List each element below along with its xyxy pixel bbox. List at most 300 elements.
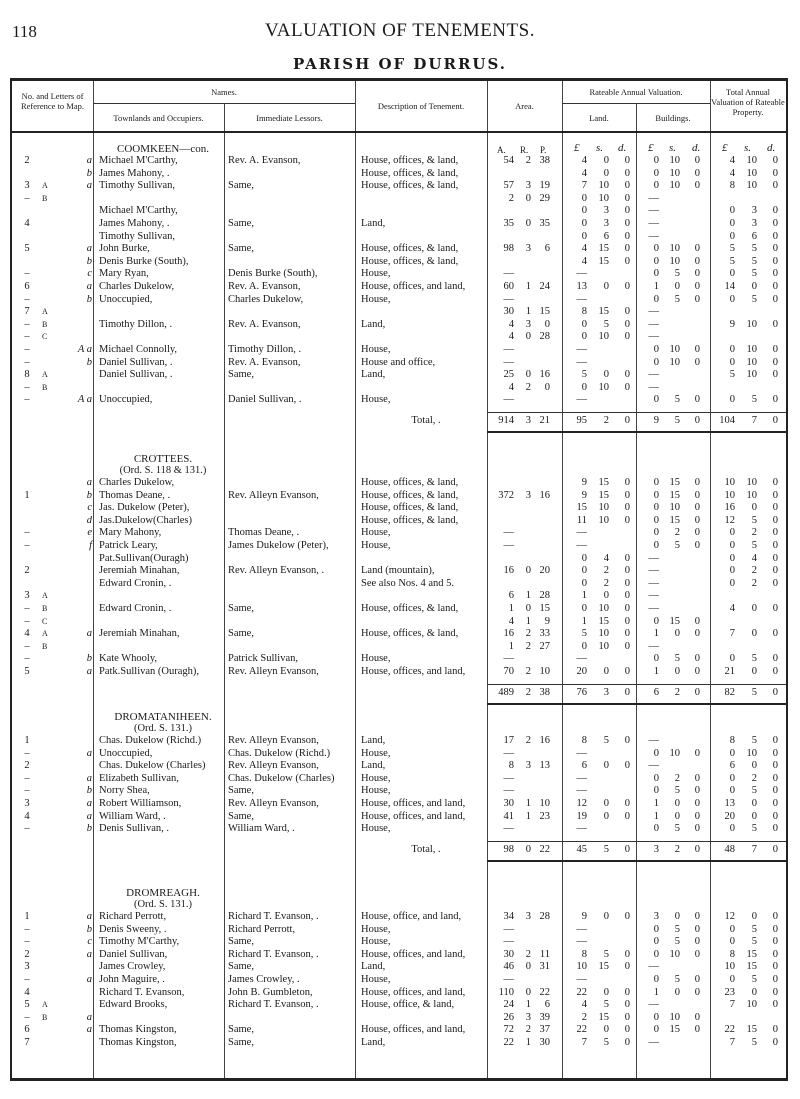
- running-title: VALUATION OF TENEMENTS.: [265, 20, 535, 41]
- table-row: [12, 987, 786, 999]
- valuation-table: [10, 78, 788, 1081]
- total-value: 10: [746, 167, 757, 179]
- table-row: [12, 155, 786, 167]
- land-value: 0: [624, 843, 630, 855]
- map-number: –: [24, 293, 30, 305]
- land-value: —: [576, 772, 587, 784]
- buildings-value: 5: [674, 293, 680, 305]
- map-letter: b: [86, 923, 92, 935]
- area-value: 3: [525, 415, 531, 426]
- tenement-description: House,: [361, 772, 391, 784]
- header-bottom-rule: [12, 131, 786, 133]
- area-value: 2: [525, 666, 531, 677]
- table-row: [12, 760, 786, 772]
- occupier-name: Timothy Sullivan,: [99, 230, 176, 242]
- map-number: 2: [24, 155, 30, 166]
- total-value: 4: [729, 155, 735, 166]
- tenement-description: Land,: [361, 961, 386, 973]
- buildings-value: —: [648, 565, 659, 577]
- map-number: –: [24, 527, 30, 539]
- buildings-value: 0: [653, 936, 659, 948]
- land-value: 9: [581, 477, 587, 488]
- map-number: 4: [24, 810, 30, 822]
- land-value: 7: [581, 1037, 587, 1048]
- map-letter: c: [87, 268, 92, 280]
- land-value: 0: [581, 318, 587, 330]
- area-value: 1: [525, 798, 531, 809]
- buildings-value: 0: [694, 911, 700, 922]
- buildings-value: 5: [674, 785, 680, 797]
- land-value: 4: [581, 255, 587, 267]
- map-number: 2: [24, 948, 30, 960]
- land-value: 0: [624, 180, 630, 192]
- table-row: [12, 974, 786, 986]
- buildings-value: 0: [694, 356, 700, 368]
- area-value: 30: [503, 306, 514, 318]
- total-value: 0: [772, 577, 778, 589]
- table-row: [12, 256, 786, 268]
- land-value: 15: [598, 255, 609, 267]
- header-area: Area.: [515, 101, 534, 111]
- buildings-value: 0: [694, 747, 700, 759]
- buildings-value: 0: [653, 180, 659, 192]
- total-value: 0: [772, 394, 778, 406]
- map-letter: a: [86, 180, 92, 192]
- occupier-name: Norry Shea,: [99, 785, 150, 797]
- map-letter: b: [86, 489, 92, 501]
- townland-name: CROTTEES.: [133, 453, 193, 465]
- buildings-value: 0: [674, 810, 680, 822]
- buildings-value: 0: [694, 666, 700, 677]
- land-value: —: [576, 653, 587, 665]
- land-value: 0: [624, 999, 630, 1011]
- land-value: 10: [598, 514, 609, 526]
- land-value: 1: [581, 590, 587, 602]
- occupier-name: Robert Williamson,: [99, 798, 182, 809]
- buildings-value: 10: [669, 1011, 680, 1023]
- table-row: [12, 798, 786, 810]
- land-value: 2: [581, 1011, 587, 1023]
- map-subletter: A: [42, 370, 48, 380]
- land-value: —: [576, 747, 587, 759]
- total-value: 0: [751, 603, 757, 614]
- total-value: 20: [724, 810, 735, 822]
- land-value: 1: [581, 615, 587, 627]
- buildings-value: —: [648, 205, 659, 217]
- land-value: 10: [598, 640, 609, 652]
- area-value: 22: [503, 1037, 514, 1048]
- land-value: 10: [598, 192, 609, 204]
- table-row: [12, 616, 786, 628]
- table-row: [12, 924, 786, 936]
- tenement-description: House, offices, & land,: [361, 603, 459, 614]
- map-letter: a: [86, 798, 92, 809]
- total-value: 7: [729, 628, 735, 640]
- header-rule: [562, 103, 710, 104]
- land-value: 0: [603, 911, 609, 922]
- buildings-value: —: [648, 331, 659, 343]
- total-value: 10: [746, 356, 757, 368]
- total-value: 82: [724, 686, 735, 698]
- lessor-name: Richard T. Evanson, .: [228, 948, 319, 960]
- unit-shillings: s.: [596, 142, 604, 154]
- page-number: 118: [12, 22, 37, 41]
- parish-title: PARISH OF DURRUS.: [292, 55, 508, 73]
- total-value: 0: [772, 798, 778, 809]
- area-value: 0: [525, 603, 531, 614]
- land-value: 15: [598, 615, 609, 627]
- buildings-value: 0: [653, 356, 659, 368]
- map-letter: b: [86, 356, 92, 368]
- land-value: 0: [581, 603, 587, 614]
- area-value: 57: [503, 180, 514, 192]
- tenement-description: House, offices, & land,: [361, 489, 459, 501]
- buildings-value: 0: [694, 489, 700, 501]
- map-letter: d: [86, 514, 92, 526]
- occupier-name: Thomas Deane, .: [99, 489, 171, 501]
- area-value: 489: [498, 686, 514, 698]
- land-value: 5: [603, 999, 609, 1011]
- area-value: —: [503, 974, 514, 985]
- header-land: Land.: [589, 113, 609, 123]
- area-value: 10: [539, 798, 550, 809]
- tenement-description: House,: [361, 394, 391, 406]
- lessor-name: Richard Perrott,: [228, 923, 296, 935]
- map-number: 1: [24, 911, 30, 922]
- land-value: 0: [603, 155, 609, 166]
- buildings-value: 0: [694, 843, 700, 855]
- lessor-name: Same,: [228, 180, 254, 192]
- area-value: 16: [539, 369, 550, 381]
- land-value: 15: [598, 961, 609, 973]
- total-value: 10: [746, 180, 757, 192]
- map-number: 8: [24, 369, 30, 381]
- land-value: 0: [624, 577, 630, 589]
- map-number: –: [24, 356, 30, 368]
- map-number: –: [24, 1011, 30, 1023]
- buildings-value: 0: [653, 615, 659, 627]
- land-value: 0: [624, 331, 630, 343]
- buildings-value: 10: [669, 243, 680, 255]
- map-number: 4: [24, 986, 30, 998]
- buildings-value: 0: [694, 293, 700, 305]
- land-value: 8: [581, 735, 587, 746]
- total-value: 0: [751, 986, 757, 998]
- total-value: 15: [746, 961, 757, 973]
- buildings-value: 0: [694, 785, 700, 797]
- land-value: 0: [624, 666, 630, 677]
- occupier-name: Elizabeth Sullivan,: [99, 772, 179, 784]
- area-value: 25: [503, 369, 514, 381]
- area-value: 98: [503, 243, 514, 255]
- map-letter: b: [86, 653, 92, 665]
- total-value: 3: [751, 205, 757, 217]
- map-letter: a: [86, 948, 92, 960]
- buildings-value: 0: [653, 243, 659, 255]
- total-value: 0: [772, 230, 778, 242]
- occupier-name: Jas.Dukelow(Charles): [99, 514, 193, 526]
- area-value: —: [503, 653, 514, 665]
- land-value: —: [576, 823, 587, 835]
- total-value: 0: [772, 986, 778, 998]
- buildings-value: 10: [669, 502, 680, 514]
- area-value: 4: [508, 318, 514, 330]
- total-value: 6: [729, 760, 735, 772]
- map-number: –: [24, 540, 30, 551]
- area-value: 17: [503, 735, 514, 746]
- area-value: 98: [503, 843, 514, 855]
- area-value: 21: [539, 415, 550, 426]
- tenement-description: House, offices, and land,: [361, 666, 466, 677]
- occupier-name: Patrick Leary,: [99, 540, 158, 551]
- land-value: 4: [581, 167, 587, 179]
- area-value: —: [503, 747, 514, 759]
- table-row: [12, 735, 786, 747]
- buildings-value: 6: [653, 686, 659, 698]
- total-value: 10: [724, 477, 735, 488]
- table-row: [12, 243, 786, 255]
- total-value: 10: [746, 318, 757, 330]
- land-value: 4: [581, 999, 587, 1011]
- ordnance-sheet: (Ord. S. 131.): [133, 723, 193, 734]
- map-letter: b: [86, 255, 92, 267]
- land-value: 3: [603, 205, 609, 217]
- area-value: 3: [525, 318, 531, 330]
- buildings-value: 2: [674, 527, 680, 539]
- lessor-name: Rev. Alleyn Evanson,: [228, 760, 319, 772]
- table-row: [12, 785, 786, 797]
- area-value: 60: [503, 281, 514, 292]
- land-value: 5: [603, 948, 609, 960]
- occupier-name: Timothy Dillon, .: [99, 318, 173, 330]
- lessor-name: Richard T. Evanson, .: [228, 911, 319, 922]
- area-value: 16: [503, 628, 514, 640]
- buildings-value: 0: [694, 167, 700, 179]
- land-value: 0: [624, 477, 630, 488]
- buildings-value: 1: [653, 281, 659, 292]
- lessor-name: Rev. Alleyn Evanson, .: [228, 565, 325, 577]
- buildings-value: 0: [674, 666, 680, 677]
- map-letter: a: [86, 243, 92, 255]
- header-total: Total Annual Valuation of Rateable Property.: [711, 87, 785, 117]
- total-value: 2: [751, 527, 757, 539]
- area-value: 0: [525, 565, 531, 577]
- map-number: –: [24, 192, 30, 204]
- land-value: 0: [624, 948, 630, 960]
- table-row: [12, 394, 786, 406]
- table-row: [12, 653, 786, 665]
- table-row: [12, 603, 786, 615]
- land-value: 0: [624, 415, 630, 426]
- land-value: 0: [624, 1037, 630, 1048]
- land-value: 0: [603, 798, 609, 809]
- map-subletter: A: [42, 1000, 48, 1010]
- buildings-value: 5: [674, 974, 680, 985]
- area-value: 6: [508, 590, 514, 602]
- total-value: 0: [772, 653, 778, 665]
- tenement-description: House,: [361, 923, 391, 935]
- area-value: 39: [539, 1011, 550, 1023]
- total-value: 0: [751, 281, 757, 292]
- tenement-description: House, offices, & land,: [361, 502, 459, 514]
- occupier-name: Chas. Dukelow (Richd.): [99, 735, 202, 746]
- total-double-rule: [487, 703, 786, 705]
- area-value: 28: [539, 331, 550, 343]
- buildings-value: 3: [653, 911, 659, 922]
- area-value: —: [503, 823, 514, 835]
- total-value: 0: [751, 666, 757, 677]
- buildings-value: 0: [653, 268, 659, 280]
- table-row: [12, 590, 786, 602]
- land-value: 0: [581, 640, 587, 652]
- table-row: [12, 218, 786, 230]
- buildings-value: 0: [653, 772, 659, 784]
- buildings-value: —: [648, 192, 659, 204]
- occupier-name: Edward Brooks,: [99, 999, 168, 1011]
- area-value: 26: [503, 1011, 514, 1023]
- occupier-name: Chas. Dukelow (Charles): [99, 760, 206, 772]
- land-value: 0: [624, 318, 630, 330]
- table-row: [12, 382, 786, 394]
- occupier-name: Mary Mahony,: [99, 527, 162, 539]
- townland-name: DROMATANIHEEN.: [114, 711, 212, 723]
- buildings-value: 0: [674, 986, 680, 998]
- land-value: 0: [624, 565, 630, 577]
- total-value: 15: [746, 948, 757, 960]
- tenement-description: Land,: [361, 318, 386, 330]
- total-value: 12: [724, 911, 735, 922]
- land-value: 5: [603, 318, 609, 330]
- total-value: 0: [772, 344, 778, 355]
- table-row: [12, 168, 786, 180]
- area-value: 10: [539, 666, 550, 677]
- buildings-value: 0: [653, 394, 659, 406]
- total-value: 0: [772, 514, 778, 526]
- land-value: —: [576, 268, 587, 280]
- total-value: 0: [729, 356, 735, 368]
- lessor-name: Patrick Sullivan,: [228, 653, 298, 665]
- buildings-value: 5: [674, 540, 680, 551]
- buildings-value: 2: [674, 843, 680, 855]
- table-row: [12, 628, 786, 640]
- ordnance-sheet: (Ord. S. 118 & 131.): [119, 465, 207, 476]
- tenement-description: House, office, & land,: [361, 999, 455, 1011]
- area-value: 372: [498, 489, 514, 501]
- area-value: 23: [539, 810, 550, 822]
- land-value: 0: [581, 552, 587, 564]
- map-letter: b: [86, 785, 92, 797]
- total-value: 5: [751, 540, 757, 551]
- land-value: 11: [576, 514, 587, 526]
- table-row: [12, 344, 786, 356]
- land-value: 0: [624, 218, 630, 229]
- buildings-value: 2: [674, 772, 680, 784]
- table-row: [12, 180, 786, 192]
- area-value: 2: [525, 628, 531, 640]
- area-value: 38: [539, 155, 550, 166]
- buildings-value: 0: [653, 255, 659, 267]
- area-value: 0: [544, 318, 550, 330]
- total-value: 0: [772, 356, 778, 368]
- buildings-value: 0: [653, 344, 659, 355]
- unit-shillings: s.: [669, 142, 677, 154]
- buildings-value: 0: [694, 1011, 700, 1023]
- occupier-name: Michael M'Carthy,: [99, 205, 178, 217]
- total-value: 16: [724, 502, 735, 514]
- total-value: 0: [772, 180, 778, 192]
- buildings-value: 0: [653, 293, 659, 305]
- total-value: 5: [751, 923, 757, 935]
- table-row: [12, 823, 786, 835]
- map-letter: A a: [77, 394, 92, 406]
- land-value: 0: [624, 590, 630, 602]
- total-value: 14: [724, 281, 735, 292]
- tenement-description: House, offices, & land,: [361, 167, 459, 179]
- tenement-description: House, offices, and land,: [361, 281, 466, 292]
- area-value: 72: [503, 1024, 514, 1036]
- buildings-value: 1: [653, 810, 659, 822]
- land-value: 5: [603, 735, 609, 746]
- total-value: 0: [772, 823, 778, 835]
- buildings-value: 1: [653, 798, 659, 809]
- map-letter: a: [86, 810, 92, 822]
- total-value: 0: [772, 369, 778, 381]
- total-value: 10: [746, 999, 757, 1011]
- area-value: 30: [503, 798, 514, 809]
- total-value: 12: [724, 514, 735, 526]
- total-value: 0: [729, 293, 735, 305]
- land-value: 0: [603, 986, 609, 998]
- area-value: 6: [544, 999, 550, 1011]
- land-value: 0: [624, 615, 630, 627]
- header-buildings: Buildings.: [655, 113, 691, 123]
- area-value: 38: [539, 686, 550, 698]
- total-value: 4: [729, 603, 735, 614]
- map-number: 3: [24, 590, 30, 602]
- total-value: 10: [746, 747, 757, 759]
- total-value: 13: [724, 798, 735, 809]
- total-value: 4: [751, 552, 757, 564]
- tenement-description: House, offices, & land,: [361, 514, 459, 526]
- map-number: 5: [24, 243, 30, 255]
- total-value: 8: [729, 180, 735, 192]
- land-value: 0: [624, 255, 630, 267]
- unit-roods: R.: [520, 145, 529, 155]
- total-value: 0: [729, 230, 735, 242]
- land-value: 0: [624, 369, 630, 381]
- map-subletter: B: [42, 382, 48, 392]
- land-value: 0: [624, 489, 630, 501]
- buildings-value: —: [648, 735, 659, 746]
- map-letter: b: [86, 293, 92, 305]
- land-value: 15: [598, 243, 609, 255]
- occupier-name: Denis Burke (South),: [99, 255, 189, 267]
- area-value: 1: [525, 810, 531, 822]
- land-value: 3: [603, 218, 609, 229]
- area-value: —: [503, 356, 514, 368]
- buildings-value: 0: [653, 489, 659, 501]
- lessor-name: Rev. A. Evanson,: [228, 281, 301, 292]
- buildings-value: 0: [694, 772, 700, 784]
- land-value: 6: [603, 230, 609, 242]
- total-value: 0: [751, 798, 757, 809]
- map-number: –: [24, 394, 30, 406]
- table-row: [12, 553, 786, 565]
- map-letter: e: [87, 527, 92, 539]
- buildings-value: 0: [694, 1024, 700, 1036]
- map-number: –: [24, 923, 30, 935]
- lessor-name: Denis Burke (South),: [228, 268, 318, 280]
